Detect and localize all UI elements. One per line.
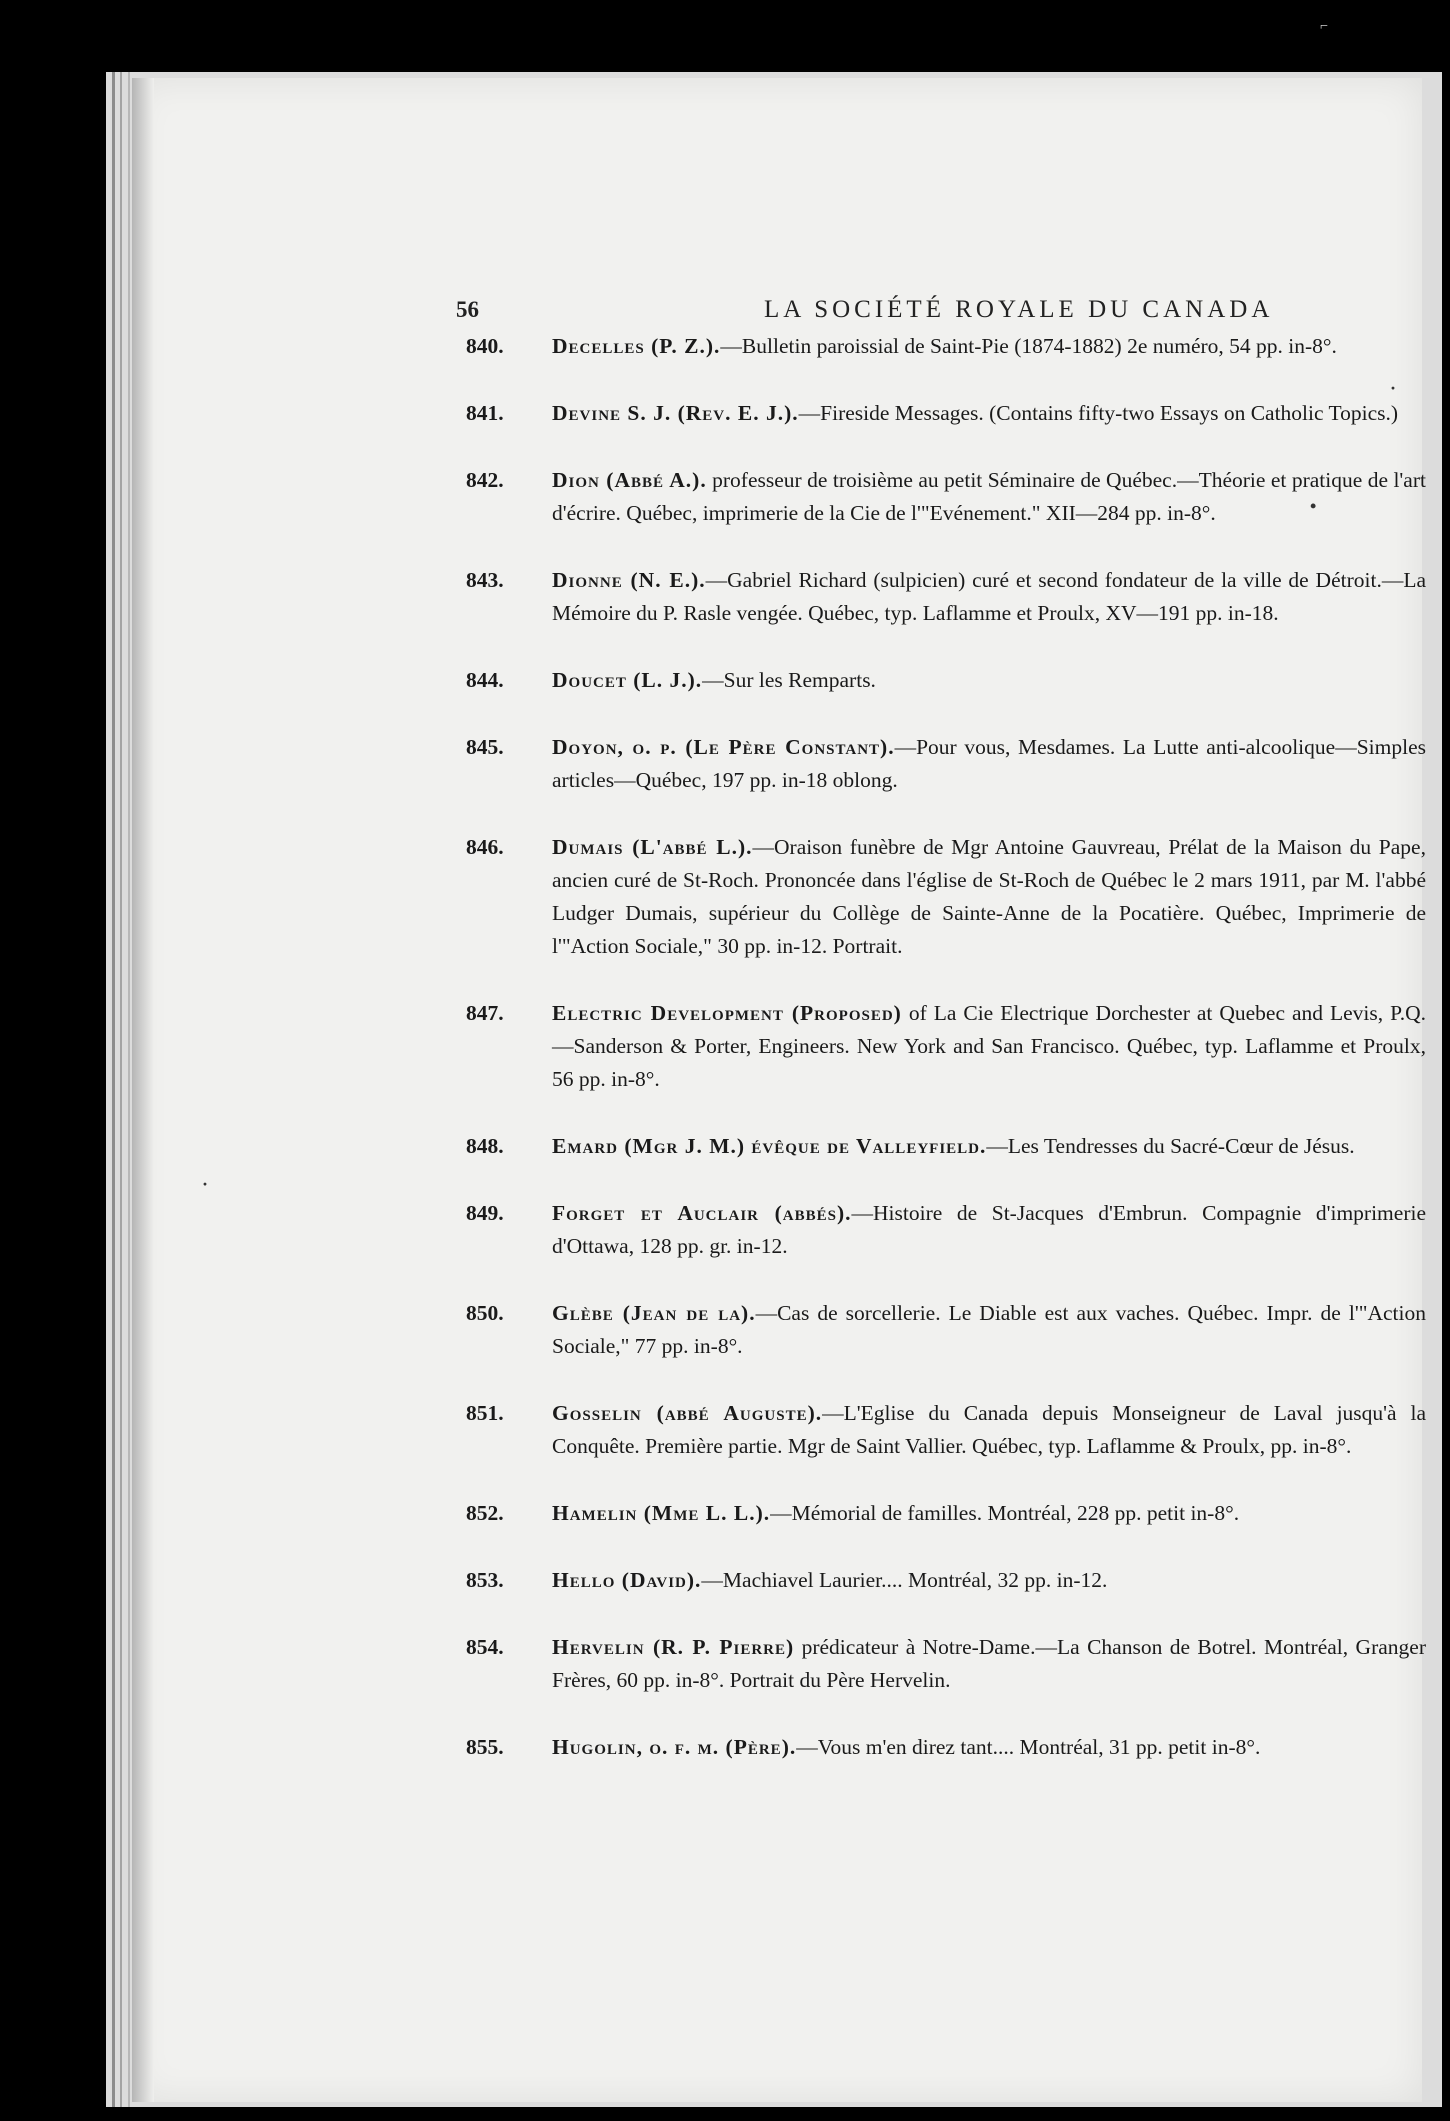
stray-ink-mark: • — [1310, 496, 1317, 516]
entry-number: 852. — [466, 1501, 504, 1525]
entry-text: —Histoire de St-Jacques d'Embrun. Compagnie d'imprimerie d'Ottawa, 128 pp. gr. in-12. — [552, 1201, 1427, 1258]
entry-author: Glèbe (Jean de la). — [552, 1301, 756, 1325]
entry-author: Emard (Mgr J. M.) évêque de Valleyfield. — [552, 1134, 987, 1158]
page-edge — [128, 72, 130, 2107]
entry-text: prédicateur à Notre-Dame.—La Chanson de Botrel. Montréal, Granger Frères, 60 pp. in-8°. Portrait du Père Hervelin. — [552, 1635, 1426, 1692]
bibliography-entry — [466, 664, 1426, 697]
page-edge — [120, 72, 122, 2107]
entry-author: Dumais (L'abbé L.). — [552, 835, 753, 859]
running-head — [132, 290, 1422, 330]
bibliography-entry — [466, 1297, 1426, 1363]
page-edge — [112, 72, 115, 2107]
bibliography-entry — [466, 1497, 1426, 1530]
page-gutter-shadow — [132, 78, 154, 2102]
bibliography-entry — [466, 997, 1426, 1096]
entry-text: —Gabriel Richard (sulpicien) curé et second fondateur de la ville de Détroit.—La Mémoire du P. Rasle vengée. Québec, typ. Laflamme et Proulx, XV—191 pp. in-18. — [552, 568, 1426, 625]
entry-number: 849. — [466, 1201, 504, 1225]
bibliography-entry — [466, 564, 1426, 630]
bibliography-entry — [466, 1397, 1426, 1463]
bibliography-entry — [466, 1130, 1426, 1163]
entry-number: 843. — [466, 568, 504, 592]
entry-text: —Oraison funèbre de Mgr Antoine Gauvreau, Prélat de la Maison du Pape, ancien curé de St-Roch. Prononcée dans l'église de St-Roch de Québec le 2 mars 1911, par M. l'abbé Ludger Dumais, supérieur du Collège de Sainte-Anne de la Pocatière. Québec, Imprimerie de l'"Action Sociale," 30 pp. in-12. Portrait. — [552, 835, 1426, 958]
entry-text: —Pour vous, Mesdames. La Lutte anti-alcoolique—Simples articles—Québec, 197 pp. in-18 oblong. — [552, 735, 1426, 792]
document-page — [132, 78, 1427, 2102]
bibliography-entry — [466, 1564, 1426, 1597]
entry-text: —Sur les Remparts. — [702, 668, 876, 692]
bibliography-entry — [466, 1631, 1426, 1697]
entry-text: professeur de troisième au petit Séminaire de Québec.—Théorie et pratique de l'art d'écrire. Québec, imprimerie de la Cie de l'"Evénement." XII—284 pp. in-8°. — [552, 468, 1426, 525]
entry-author: Dionne (N. E.). — [552, 568, 706, 592]
entry-number: 846. — [466, 835, 504, 859]
entry-text: —Bulletin paroissial de Saint-Pie (1874-1882) 2e numéro, 54 pp. in-8°. — [720, 334, 1337, 358]
entry-text: —Fireside Messages. (Contains fifty-two Essays on Catholic Topics.) — [798, 401, 1399, 425]
entry-number: 847. — [466, 1001, 504, 1025]
entry-text: —L'Eglise du Canada depuis Monseigneur de Laval jusqu'à la Conquête. Première partie. Mgr de Saint Vallier. Québec, typ. Laflamme & Proulx, pp. in-8°. — [552, 1401, 1427, 1458]
entry-text: —Mémorial de familles. Montréal, 228 pp. petit in-8°. — [770, 1501, 1240, 1525]
entry-author: Hamelin (Mme L. L.). — [552, 1501, 771, 1525]
entry-text: —Machiavel Laurier.... Montréal, 32 pp. in-12. — [701, 1568, 1108, 1592]
stray-ink-mark: · — [202, 1174, 209, 1194]
bibliography-entry — [466, 831, 1426, 963]
entry-number: 854. — [466, 1635, 504, 1659]
bibliography-entry — [466, 1731, 1426, 1764]
entry-author: Hello (David). — [552, 1568, 702, 1592]
bibliography-entry — [466, 397, 1426, 430]
entry-number: 850. — [466, 1301, 504, 1325]
entry-number: 853. — [466, 1568, 504, 1592]
entry-text: of La Cie Electrique Dorchester at Quebec and Levis, P.Q.—Sanderson & Porter, Engineers. New York and San Francisco. Québec, typ. Laflamme et Proulx, 56 pp. in-8°. — [552, 1001, 1426, 1091]
scan-corner-mark: ⌐ — [1320, 19, 1328, 34]
entry-author: Dion (Abbé A.). — [552, 468, 707, 492]
entry-number: 841. — [466, 401, 504, 425]
bibliography-entries — [466, 330, 1426, 1798]
entry-text: —Vous m'en direz tant.... Montréal, 31 pp. petit in-8°. — [796, 1735, 1261, 1759]
entry-author: Doyon, o. p. (Le Père Constant). — [552, 735, 895, 759]
entry-author: Hugolin, o. f. m. (Père). — [552, 1735, 797, 1759]
entry-number: 840. — [466, 334, 504, 358]
entry-number: 844. — [466, 668, 504, 692]
entry-number: 848. — [466, 1134, 504, 1158]
entry-author: Electric Development (Proposed) — [552, 1001, 902, 1025]
entry-author: Hervelin (R. P. Pierre) — [552, 1635, 795, 1659]
entry-author: Doucet (L. J.). — [552, 668, 703, 692]
bibliography-entry — [466, 731, 1426, 797]
entry-number: 851. — [466, 1401, 504, 1425]
entry-number: 842. — [466, 468, 504, 492]
bibliography-entry — [466, 464, 1426, 530]
stray-ink-mark: · — [1390, 378, 1397, 398]
entry-author: Decelles (P. Z.). — [552, 334, 721, 358]
entry-author: Devine S. J. (Rev. E. J.). — [552, 401, 799, 425]
entry-text: —Cas de sorcellerie. Le Diable est aux vaches. Québec. Impr. de l'"Action Sociale," 77 pp. in-8°. — [552, 1301, 1426, 1358]
bibliography-entry — [466, 330, 1426, 363]
entry-number: 845. — [466, 735, 504, 759]
header-title: LA SOCIÉTÉ ROYALE DU CANADA — [764, 296, 1274, 323]
entry-number: 855. — [466, 1735, 504, 1759]
entry-author: Forget et Auclair (abbés). — [552, 1201, 852, 1225]
entry-text: —Les Tendresses du Sacré-Cœur de Jésus. — [986, 1134, 1355, 1158]
page-number: 56 — [456, 297, 479, 322]
bibliography-entry — [466, 1197, 1426, 1263]
entry-author: Gosselin (abbé Auguste). — [552, 1401, 823, 1425]
